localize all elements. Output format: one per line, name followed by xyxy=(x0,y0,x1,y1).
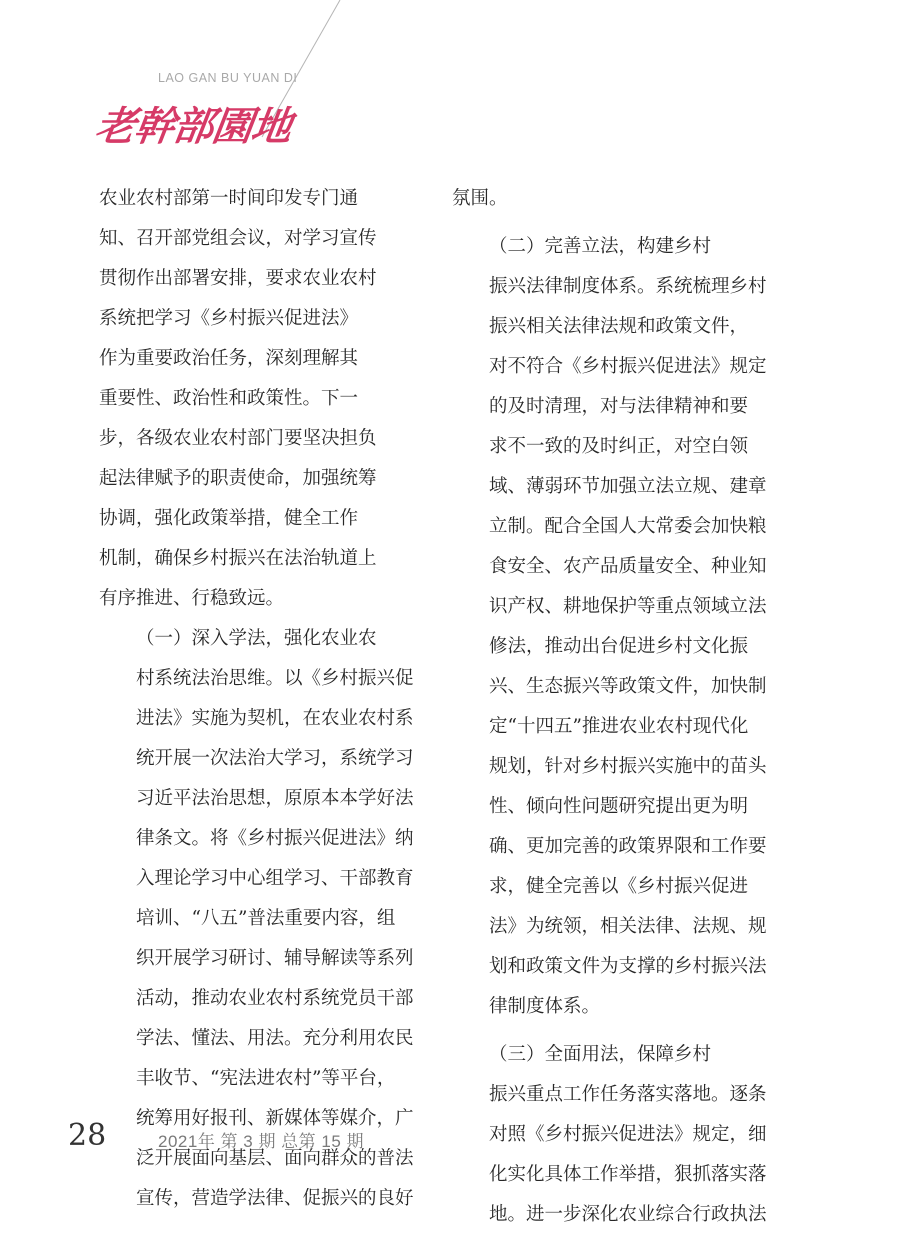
paragraph-section-2: （二）完善立法，构建乡村 振兴法律制度体系。系统梳理乡村 振兴相关法律法规和政策文件， 对不符合《乡村振兴促进法》规定 的及时清理，对与法律精神和要 求不一致的及时纠正，对空白领 域、薄弱环节加强立法立规、建章 立制。配合全国人大常委会加快粮 食安全、农产品质量安全、种业知 识产权、耕地保护等重点领域立法 修法，推动出台促进乡村文化振 兴、生态振兴等政策文件，加快制 定“十四五”推进农业农村现代化 规划，针对乡村振兴实施中的苗头 性、倾向性问题研究提出更为明 确、更加完善的政策界限和工作要 求，健全完善以《乡村振兴促进 法》为统领，相关法律、法规、规 划和政策文件为支撑的乡村振兴法 律制度体系。 xyxy=(489,236,767,1017)
issue-info: 2021年 第 3 期 总第 15 期 xyxy=(158,1132,365,1151)
article-column-left xyxy=(99,179,417,1219)
paragraph-section-1: （一）深入学法，强化农业农 村系统法治思维。以《乡村振兴促 进法》实施为契机，在农业农村系 统开展一次法治大学习，系统学习 习近平法治思想，原原本本学好法 律条文。将《乡村振兴促进法》纳 入理论学习中心组学习、干部教育 培训、“八五”普法重要内容，组 织开展学习研讨、辅导解读等系列 活动，推动农业农村系统党员干部 学法、懂法、用法。充分利用农民 丰收节、“宪法进农村”等平台， 统筹用好报刊、新媒体等媒介，广 泛开展面向基层、面向群众的普法 宣传，营造学法律、促振兴的良好 xyxy=(136,628,414,1209)
paragraph-section-3: （三）全面用法，保障乡村 振兴重点工作任务落实落地。逐条 对照《乡村振兴促进法》规定，细 化实化具体工作举措，狠抓落实落 地。进一步深化农业综合行政执法 xyxy=(489,1044,767,1225)
header-title-cn: 老幹部園地 xyxy=(92,103,294,150)
header-decorative-line xyxy=(0,0,900,180)
paragraph: 氛围。 xyxy=(452,188,508,209)
header-title-en: LAO GAN BU YUAN DI xyxy=(158,71,298,85)
article-column-right xyxy=(452,179,770,1235)
paragraph: 农业农村部第一时间印发专门通 知、召开部党组会议，对学习宣传 贯彻作出部署安排，要求农业农村 系统把学习《乡村振兴促进法》 作为重要政治任务，深刻理解其 重要性、政治性和政策性。下一 步，各级农业农村部门要坚决担负 起法律赋予的职责使命，加强统筹 协调，强化政策举措，健全工作 机制，确保乡村振兴在法治轨道上 有序推进、行稳致远。 xyxy=(99,188,377,609)
page-number: 28 xyxy=(68,1118,107,1153)
